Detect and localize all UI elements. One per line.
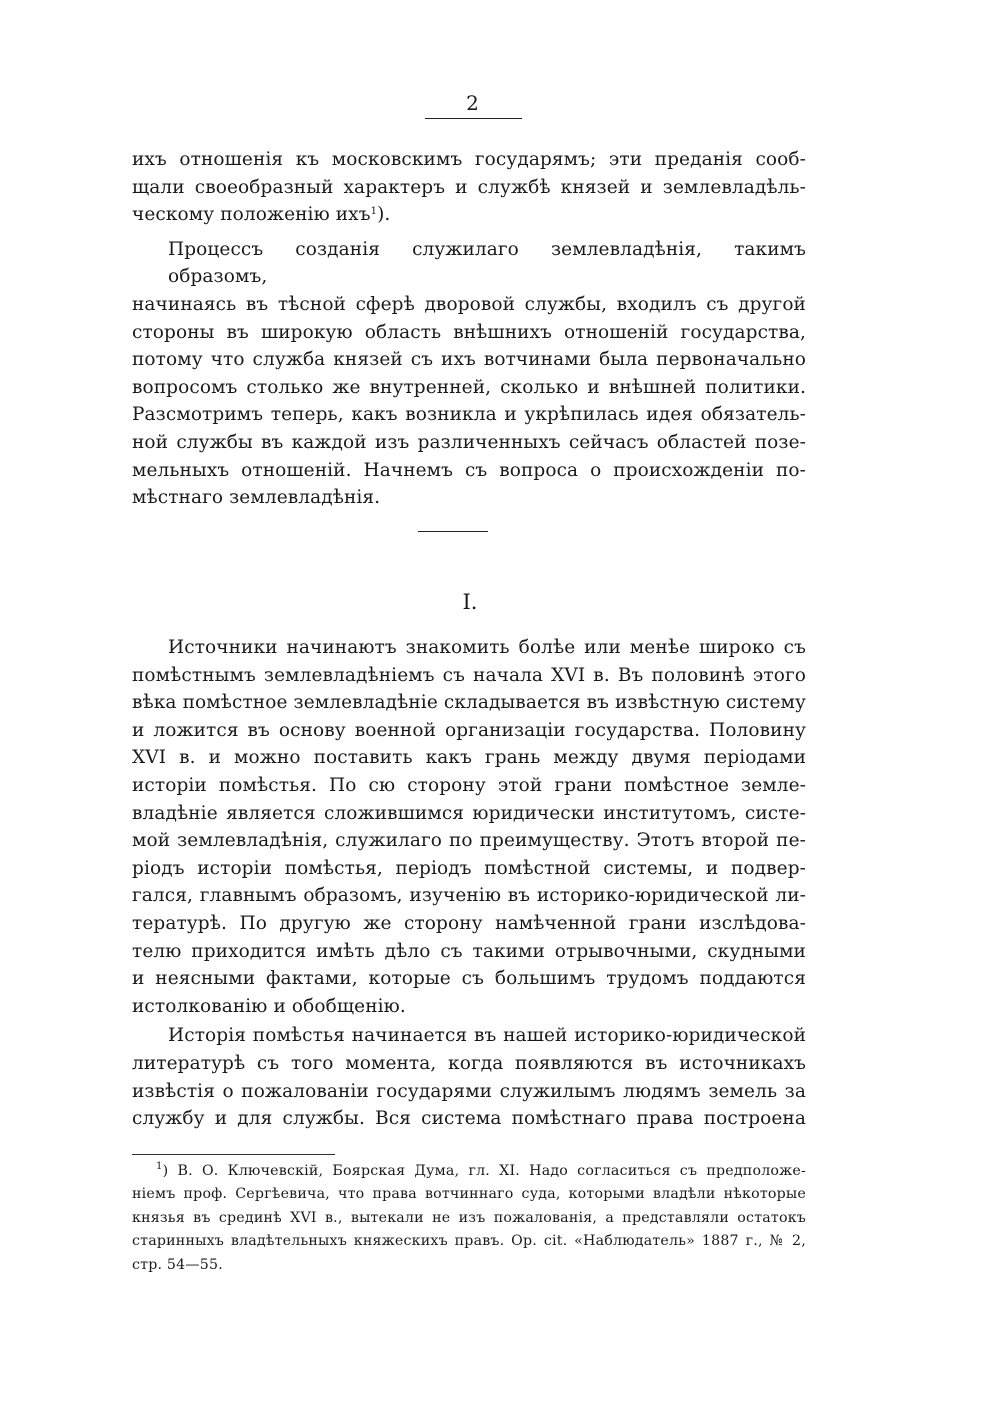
text-line: владѣніе является сложившимся юридически институтомъ, систе- bbox=[132, 802, 806, 824]
text-line: мельныхъ отношеній. Начнемъ съ вопроса о происхожденіи по- bbox=[132, 459, 806, 481]
footnote-line: ніемъ проф. Сергѣевича, что права вотчиннаго суда, которыми владѣли нѣкоторые bbox=[132, 1186, 806, 1203]
text-line: ной службы въ каждой изъ различенныхъ сейчасъ областей позе- bbox=[132, 431, 806, 453]
text-line: мой землевладѣнія, служилаго по преимуществу. Этотъ второй пе- bbox=[132, 830, 806, 852]
section-text-block bbox=[132, 634, 806, 1133]
footnote-line bbox=[132, 1160, 806, 1183]
footnote-line: князья въ срединѣ XVI в., вытекали не изъ пожалованія, а представляли остатокъ bbox=[132, 1209, 806, 1226]
text-line: телю приходится имѣть дѣло съ такими отрывочными, скудными bbox=[132, 940, 806, 962]
text-line: гался, главнымъ образомъ, изученію въ историко-юридической ли- bbox=[132, 885, 806, 907]
text-line: и неясными фактами, которые съ большимъ трудомъ поддаются bbox=[132, 968, 806, 990]
text-line: истолкованію и обобщенію. bbox=[132, 995, 406, 1017]
text-line: службу и для службы. Вся система помѣстнаго права построена bbox=[132, 1108, 806, 1130]
section-heading: I. bbox=[462, 590, 478, 614]
text-line: исторіи помѣстья. По сю сторону этой грани помѣстное земле- bbox=[132, 774, 806, 796]
text-line: вопросомъ столько же внутренней, сколько и внѣшней политики. bbox=[132, 376, 806, 398]
text-line: Источники начинаютъ знакомить болѣе или менѣе широко съ bbox=[168, 637, 806, 658]
paragraph-history bbox=[132, 1022, 806, 1132]
paragraph-continuation bbox=[132, 146, 806, 229]
text-line: стороны въ широкую область внѣшнихъ отношеній государства, bbox=[132, 321, 806, 343]
paragraph-sources bbox=[132, 634, 806, 1020]
text-line: извѣстія о пожалованіи государями служилымъ людямъ земель за bbox=[132, 1080, 806, 1102]
text-fragment: ческому положенію ихъ bbox=[132, 204, 371, 226]
footnote-rule bbox=[132, 1154, 335, 1155]
text-line: XVI в. и можно поставить какъ грань между двумя періодами bbox=[132, 747, 806, 769]
text-line: потому что служба князей съ ихъ вотчинами была первоначально bbox=[132, 349, 806, 371]
text-line: Разсмотримъ теперь, какъ возникла и укрѣпилась идея обязатель- bbox=[132, 404, 806, 426]
text-line: тературѣ. По другую же сторону намѣченной грани изслѣдова- bbox=[132, 912, 806, 934]
footnote-marker: 1 bbox=[156, 1161, 163, 1172]
page-number-rule bbox=[425, 118, 522, 119]
text-fragment: ) В. О. Ключевскій, Боярская Дума, гл. XI. Надо согласиться съ предположе- bbox=[162, 1163, 806, 1179]
text-line: и ложится въ основу военной организаціи государства. Половину bbox=[132, 719, 806, 741]
paragraph-process bbox=[132, 236, 806, 512]
page-number: 2 bbox=[466, 91, 479, 115]
text-line: литературѣ съ того момента, когда появляются въ источникахъ bbox=[132, 1052, 806, 1074]
footnote-reference[interactable]: 1 bbox=[370, 206, 378, 218]
top-text-block bbox=[132, 146, 806, 512]
text-line: Процессъ созданія служилаго землевладѣнія, такимъ образомъ, bbox=[168, 238, 806, 288]
text-fragment: ). bbox=[377, 204, 391, 226]
text-line: ріодъ исторіи помѣстья, періодъ помѣстной системы, и подвер- bbox=[132, 857, 806, 879]
text-line bbox=[132, 201, 806, 229]
footnote bbox=[132, 1160, 806, 1277]
text-line: ихъ отношенія къ московскимъ государямъ; эти преданія сооб- bbox=[132, 149, 806, 170]
text-line: щали своеобразный характеръ и службѣ князей и землевладѣль- bbox=[132, 176, 806, 198]
text-line: начинаясь въ тѣсной сферѣ дворовой службы, входилъ съ другой bbox=[132, 293, 806, 315]
section-divider bbox=[418, 531, 488, 532]
text-line: Исторія помѣстья начинается въ нашей историко-юридической bbox=[168, 1025, 806, 1047]
text-line: вѣка помѣстное землевладѣніе складывается въ извѣстную систему bbox=[132, 692, 806, 714]
footnote-line: стр. 54—55. bbox=[132, 1256, 223, 1273]
text-line: мѣстнаго землевладѣнія. bbox=[132, 487, 381, 509]
footnote-line: старинныхъ владѣтельныхъ княжескихъ правъ. Op. cit. «Наблюдатель» 1887 г., № 2, bbox=[132, 1233, 806, 1250]
text-line: помѣстнымъ землевладѣніемъ съ начала XVI в. Въ половинѣ этого bbox=[132, 664, 806, 686]
